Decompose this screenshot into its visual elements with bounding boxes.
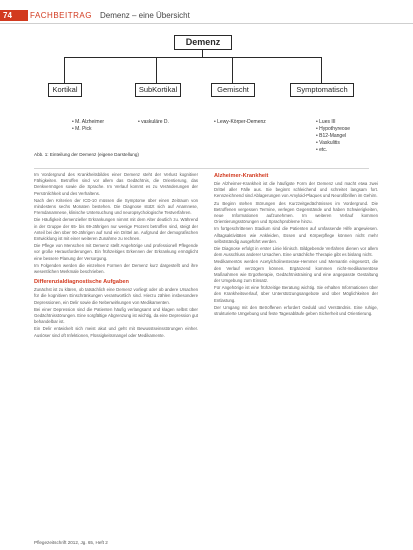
- classification-figure: [34, 34, 369, 165]
- list-item: • M. Alzheimer: [72, 119, 105, 125]
- connector-kortikal: [64, 57, 65, 83]
- connector-symptomatisch: [321, 57, 322, 83]
- category-box-subkortikal: [135, 83, 181, 97]
- list-item: • Lewy-Körper-Demenz: [214, 119, 266, 125]
- category-box-gemischt: [211, 83, 255, 97]
- paragraph: Nach den Kriterien der ICD-10 müssen die Symptome über einen Zeitraum von mindestens sechs Monaten bestehen. Die Diagnose stützt sich auf Anamnese, Fremdanamnese, klinische Untersuchung und neuropsychologische Testverfahren.: [34, 197, 198, 216]
- paragraph: Für Angehörige ist eine frühzeitige Beratung wichtig. Sie erhalten Informationen über den Krankheitsverlauf, über Unterstützungsangebote und über Möglichkeiten der Entlastung.: [214, 285, 378, 303]
- items-symptomatisch: [316, 119, 350, 154]
- category-label: Gemischt: [217, 85, 249, 94]
- section-label: FACHBEITRAG: [30, 11, 92, 20]
- connector-subkortikal: [156, 57, 157, 83]
- root-connector: [202, 49, 203, 57]
- section-heading: Differenzialdiagnostische Aufgaben: [34, 279, 129, 286]
- paragraph: Die Alzheimer-Krankheit ist die häufigste Form der Demenz und macht etwa zwei Drittel aller Fälle aus. Sie beginnt schleichend und schreitet langsam fort. Kennzeichnend sind Ablagerungen von Amyloid-Plaques und Neurofibrillen im Gehirn.: [214, 181, 378, 199]
- section-heading: Alzheimer-Krankheit: [214, 173, 269, 179]
- paragraph: Im fortgeschrittenen Stadium sind die Patienten auf umfassende Hilfe angewiesen. Alltagsaktivitäten wie Ankleiden, Essen und Körperpflege können nicht mehr selbstständig ausgeführt werden.: [214, 226, 378, 244]
- list-item: • M. Pick: [72, 126, 92, 132]
- running-title: Demenz – eine Übersicht: [100, 11, 190, 20]
- header-rule: [0, 23, 413, 24]
- paragraph: Der Umgang mit den Betroffenen erfordert Geduld und Verständnis. Eine ruhige, strukturierte Umgebung und feste Tagesabläufe geben Sicherheit und Orientierung.: [214, 304, 378, 317]
- paragraph: Zu Beginn stehen Störungen des Kurzzeitgedächtnisses im Vordergrund. Die Betroffenen vergessen Termine, verlegen Gegenstände und haben Schwierigkeiten, neue Informationen aufzunehmen. Im weiteren Verlauf kommen Orientierungsstörungen und Sprachprobleme hinzu.: [214, 200, 378, 225]
- items-subkortikal: [138, 119, 169, 126]
- category-box-kortikal: [48, 83, 82, 97]
- items-kortikal: [72, 119, 104, 133]
- list-item: • etc.: [316, 147, 328, 153]
- category-box-symptomatisch: [290, 83, 354, 97]
- list-item: • B12-Mangel: [316, 133, 347, 139]
- connector-gemischt: [232, 57, 233, 83]
- paragraph: Medikamentös werden Acetylcholinesterase-Hemmer und Memantin eingesetzt, die den Verlauf verzögern können. Ergänzend kommen nicht-medikamentöse Maßnahmen wie Ergotherapie, Gedächtnistraining und eine angepasste Gestaltung der Umgebung zum Einsatz.: [214, 259, 378, 284]
- paragraph: Die Pflege von Menschen mit Demenz stellt Angehörige und professionell Pflegende vor große Herausforderungen. Ein frühzeitiges Erkennen der Erkrankung ermöglicht eine bessere Planung der Versorgung.: [34, 243, 198, 261]
- diagram-root-label: Demenz: [185, 37, 221, 47]
- diagram-root-box: [174, 35, 232, 50]
- paragraph: Im Folgenden werden die einzelnen Formen der Demenz kurz dargestellt und ihre wesentlichen Merkmale beschrieben.: [34, 262, 198, 275]
- paragraph: Bei einer Depression sind die Patienten häufig verlangsamt und klagen selbst über Gedächtnisstörungen. Eine sorgfältige Abgrenzung ist wichtig, da eine Depression gut behandelbar ist.: [34, 306, 198, 325]
- left-column: [34, 172, 198, 340]
- page-number: 74: [3, 11, 12, 20]
- paragraph: Die Häufigkeit demenzieller Erkrankungen nimmt mit dem Alter deutlich zu. Während in der Gruppe der 65- bis 69-Jährigen nur wenige Prozent betroffen sind, steigt der Anteil bei den über 90-Jährigen auf rund ein Drittel an. Aufgrund der demografischen Entwicklung ist mit einer weiteren Zunahme zu rechnen.: [34, 217, 198, 242]
- right-column: [214, 172, 378, 318]
- list-item: • vaskuläre D.: [138, 119, 169, 125]
- items-gemischt: [214, 119, 266, 126]
- paragraph: Ein Delir entwickelt sich meist akut und geht mit Bewusstseinsstörungen einher. Auslöser sind oft Infektionen, Flüssigkeitsmangel oder Medikamente.: [34, 326, 198, 338]
- category-label: Kortikal: [52, 85, 78, 94]
- list-item: • Hypothyreose: [316, 126, 350, 132]
- horizontal-connector: [64, 57, 321, 58]
- page-footer: Pflegezeitschrift 2012, Jg. 65, Heft 2: [34, 540, 108, 545]
- category-label: SubKortikal: [138, 85, 178, 94]
- list-item: • Vaskulitis: [316, 140, 340, 146]
- page-header: [0, 0, 413, 30]
- paragraph: Im Vordergrund des Krankheitsbildes einer Demenz steht der Verlust kognitiver Fähigkeiten. Betroffen sind vor allem das Gedächtnis, die Orientierung, das Denkvermögen sowie die Sprache. Im Verlauf kommt es zu Veränderungen der Persönlichkeit und des Verhaltens.: [34, 172, 198, 196]
- list-item: • Lues III: [316, 119, 336, 125]
- category-label: Symptomatisch: [296, 85, 348, 94]
- figure-rule: [34, 168, 369, 169]
- paragraph: Zunächst ist zu klären, ob tatsächlich eine Demenz vorliegt oder ob andere Ursachen für die kognitiven Einschränkungen verantwortlich sind. Hierzu zählen insbesondere Depressionen, ein Delir sowie die Nebenwirkungen von Medikamenten.: [34, 287, 198, 305]
- figure-caption: Abb. 1: Einteilung der Demenz (eigene Darstellung): [34, 152, 139, 157]
- paragraph: Die Diagnose erfolgt in erster Linie klinisch. Bildgebende Verfahren dienen vor allem dem Ausschluss anderer Ursachen. Eine ursächliche Therapie gibt es bislang nicht.: [214, 246, 378, 258]
